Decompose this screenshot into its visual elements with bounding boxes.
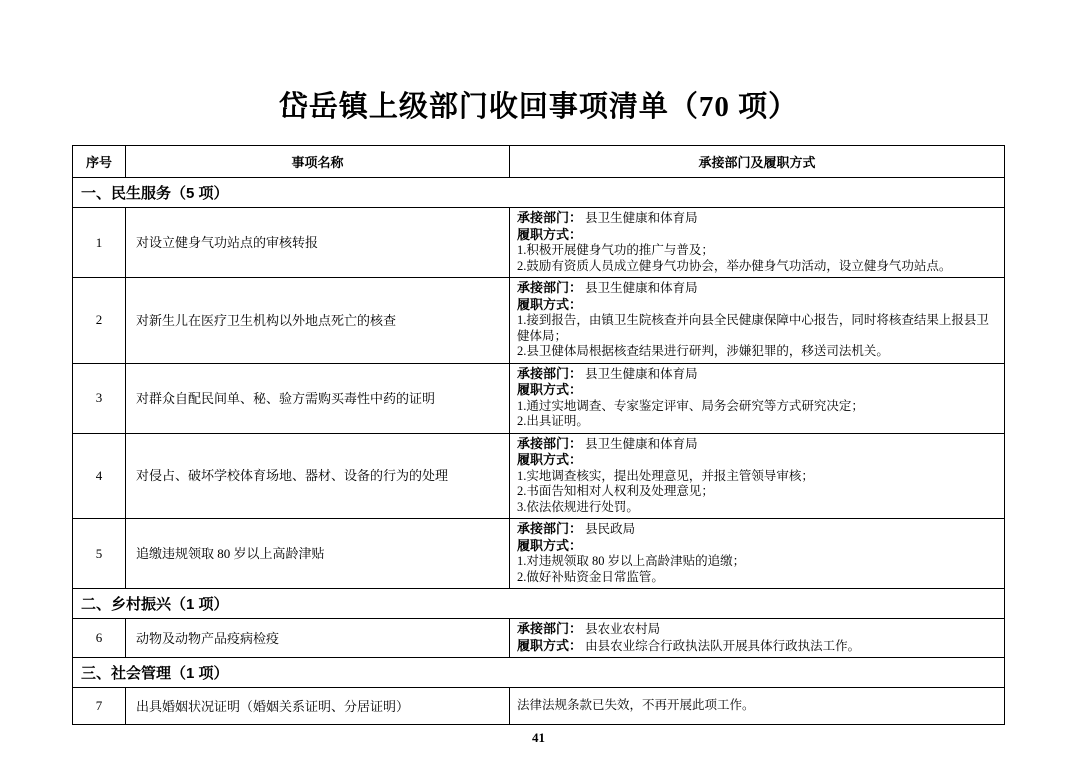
col-header-item-name: 事项名称 <box>126 146 510 178</box>
detail-line: 1.实地调查核实，提出处理意见，并报主管领导审核； <box>517 468 814 483</box>
item-name: 动物及动物产品疫病检疫 <box>126 619 510 658</box>
item-name: 对设立健身气功站点的审核转报 <box>126 208 510 278</box>
table-row <box>73 519 1005 589</box>
row-number: 7 <box>73 688 126 725</box>
item-detail <box>510 619 1005 658</box>
duty-label: 履职方式： <box>517 637 583 653</box>
row-number: 6 <box>73 619 126 658</box>
table-row <box>73 208 1005 278</box>
section-label: 三、社会管理（1 项） <box>73 658 1005 688</box>
table-row <box>73 433 1005 519</box>
detail-line: 2.做好补贴资金日常监管。 <box>517 569 664 584</box>
duty-label: 履职方式： <box>517 452 583 467</box>
row-number: 5 <box>73 519 126 589</box>
detail-line <box>517 621 997 638</box>
item-name: 对新生儿在医疗卫生机构以外地点死亡的核查 <box>126 278 510 364</box>
detail-line: 2.书面告知相对人权利及处理意见； <box>517 484 714 498</box>
row-number: 2 <box>73 278 126 364</box>
item-detail <box>510 688 1005 725</box>
col-header-dept-duty: 承接部门及履职方式 <box>510 146 1005 178</box>
item-detail <box>510 278 1005 364</box>
dept-value: 县民政局 <box>585 522 636 536</box>
dept-value: 县卫生健康和体育局 <box>585 436 698 451</box>
duty-label: 履职方式： <box>517 296 583 312</box>
item-detail <box>510 208 1005 278</box>
detail-line <box>517 297 997 314</box>
item-detail <box>510 433 1005 519</box>
detail-line <box>517 452 997 469</box>
duty-label: 履职方式： <box>517 226 583 242</box>
page-number: 41 <box>532 730 545 745</box>
row-number: 1 <box>73 208 126 278</box>
detail-line: 2.县卫健体局根据核查结果进行研判，涉嫌犯罪的，移送司法机关。 <box>517 344 889 358</box>
detail-line <box>517 227 997 244</box>
detail-line <box>517 521 997 538</box>
detail-line: 2.出具证明。 <box>517 414 589 428</box>
section-row-shehui <box>73 658 1005 688</box>
detail-line <box>517 366 997 383</box>
page-title: 岱岳镇上级部门收回事项清单（70 项） <box>278 91 799 123</box>
detail-line <box>517 638 997 655</box>
table-row <box>73 363 1005 433</box>
section-label: 二、乡村振兴（1 项） <box>73 589 1005 619</box>
detail-line: 2.鼓励有资质人员成立健身气功协会，举办健身气功活动，设立健身气功站点。 <box>517 258 952 273</box>
section-label: 一、民生服务（5 项） <box>73 178 1005 208</box>
item-name: 出具婚姻状况证明（婚姻关系证明、分居证明） <box>126 688 510 725</box>
item-detail <box>510 519 1005 589</box>
dept-label: 承接部门： <box>517 280 583 295</box>
detail-line: 1.通过实地调查、专家鉴定评审、局务会研究等方式研究决定； <box>517 398 864 413</box>
duty-label: 履职方式： <box>517 537 583 553</box>
detail-line: 1.接到报告，由镇卫生院核查并向县全民健康保障中心报告，同时将核查结果上报县卫健体局； <box>517 313 989 343</box>
dept-value: 县农业农村局 <box>585 622 661 636</box>
detail-line <box>517 210 997 227</box>
detail-line <box>517 538 997 555</box>
section-row-xiangcun <box>73 589 1005 619</box>
table-header-row <box>73 146 1005 178</box>
detail-line <box>517 280 997 297</box>
detail-line: 1.对违规领取 80 岁以上高龄津贴的追缴； <box>517 554 746 568</box>
items-table <box>72 145 1005 725</box>
section-row-minsheng <box>73 178 1005 208</box>
detail-line <box>517 436 997 453</box>
duty-value: 由县农业综合行政执法队开展具体行政执法工作。 <box>585 638 861 653</box>
col-header-no: 序号 <box>73 146 126 178</box>
dept-label: 承接部门： <box>517 210 583 225</box>
dept-label: 承接部门： <box>517 621 583 636</box>
item-name: 对侵占、破坏学校体育场地、器材、设备的行为的处理 <box>126 433 510 519</box>
dept-value: 县卫生健康和体育局 <box>585 366 698 381</box>
table-row <box>73 688 1005 725</box>
row-number: 4 <box>73 433 126 519</box>
dept-value: 县卫生健康和体育局 <box>585 281 698 295</box>
table-row <box>73 278 1005 364</box>
dept-label: 承接部门： <box>517 365 583 381</box>
table-row <box>73 619 1005 658</box>
item-name: 追缴违规领取 80 岁以上高龄津贴 <box>126 519 510 589</box>
item-name: 对群众自配民间单、秘、验方需购买毒性中药的证明 <box>126 363 510 433</box>
dept-label: 承接部门： <box>517 435 583 451</box>
detail-line <box>517 382 997 399</box>
detail-line: 1.积极开展健身气功的推广与普及； <box>517 243 714 257</box>
row-number: 3 <box>73 363 126 433</box>
dept-value: 县卫生健康和体育局 <box>585 211 698 225</box>
detail-line: 3.依法依规进行处罚。 <box>517 499 639 514</box>
item-detail <box>510 363 1005 433</box>
dept-label: 承接部门： <box>517 521 583 536</box>
duty-label: 履职方式： <box>517 382 583 397</box>
detail-line: 法律法规条款已失效，不再开展此项工作。 <box>517 698 755 712</box>
